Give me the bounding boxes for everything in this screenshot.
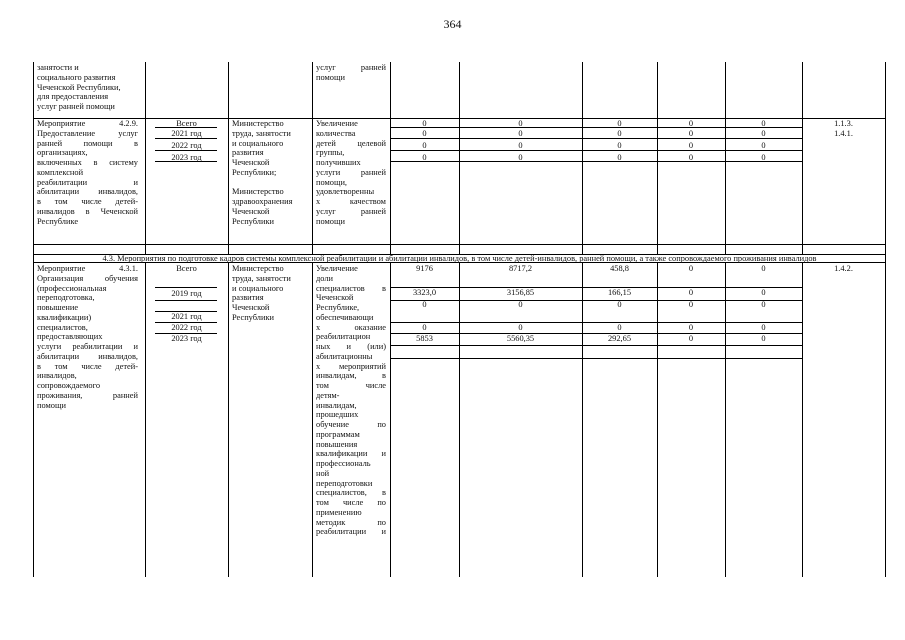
indicator-text: Увеличение [316, 264, 358, 273]
executor-text: здравоохранения [232, 197, 293, 206]
year-label: 2021 год [171, 312, 202, 321]
value-cell: 0 [688, 264, 694, 273]
value-cell: 0 [761, 119, 766, 128]
year-label: 2019 год [171, 289, 202, 298]
table-border-right [885, 62, 886, 577]
executor-text: Республики [232, 216, 275, 226]
indicator-text: группы, [316, 148, 345, 158]
executor-text: труда, занятости [232, 128, 291, 138]
indicator-text: детям- [316, 390, 340, 400]
value-cell: 0 [518, 323, 523, 332]
section-heading: 4.3. Мероприятия по подготовке кадров системы комплексной реабилитации и абилитации инвалидов, в том числе детей-инвалидов, ранней помощи, а также сопровождаемого проживания инвалидов [102, 254, 817, 263]
indicator-text: Чеченской [316, 293, 354, 303]
year-label: 2021 год [171, 129, 202, 138]
value-cell: 0 [518, 141, 523, 150]
indicator-text: услуг ранней [316, 206, 386, 216]
indicator-text: специалистов, в [316, 488, 386, 498]
column-line [228, 62, 229, 254]
year-label: 2022 год [171, 323, 202, 332]
indicator-text: х мероприятий [316, 361, 386, 371]
executor-text: Министерство [232, 187, 284, 197]
indicator-text: х оказание [316, 322, 386, 332]
indicator-text: повышения [316, 439, 358, 449]
measure-title: (профессиональная [37, 283, 107, 293]
indicator-text: программам [316, 429, 360, 439]
year-label: 2023 год [171, 153, 202, 162]
value-cell: 0 [761, 153, 766, 162]
value-cell: 0 [761, 288, 766, 297]
executor-text: Республики; [232, 167, 277, 177]
indicator-text: Республике, [316, 303, 360, 312]
measure-title: абилитации инвалидов, [37, 187, 138, 197]
value-cell: 3156,85 [506, 288, 535, 297]
measure-title: сопровождаемого [37, 381, 101, 390]
executor-text: Министерство [232, 119, 284, 128]
indicator-text: ной [316, 468, 330, 478]
value-cell: 0 [688, 141, 694, 150]
column-line [802, 262, 803, 577]
value-cell: 0 [688, 119, 694, 128]
indicator-text: реабилитации и [316, 527, 386, 537]
value-cell: 0 [518, 153, 523, 162]
indicator-text: ных и (или) [316, 342, 386, 351]
measure-title: услуги реабилитации и [37, 342, 138, 351]
column-line [228, 262, 229, 577]
indicator-text: помощи, [316, 177, 348, 187]
value-cell: 0 [422, 323, 427, 332]
executor-text: и социального [232, 138, 284, 148]
measure-title: инвалидов в Чеченской [37, 206, 138, 216]
value-cell: 0 [518, 300, 523, 309]
measure-title: Организация обучения [37, 273, 138, 283]
measure-title: предоставляющих [37, 332, 103, 342]
executor-text: Чеченской [232, 158, 270, 167]
indicator-text: инвалидам, в [316, 371, 386, 381]
value-cell: 0 [422, 153, 427, 162]
measure-title: квалификации) [37, 312, 92, 322]
value-cell: 0 [617, 153, 622, 162]
year-label: Всего [176, 264, 197, 273]
value-cell: 0 [422, 129, 427, 138]
value-cell: 166,15 [607, 288, 632, 297]
year-label: 2023 год [171, 334, 202, 343]
measure-title: Мероприятие 4.2.9. [37, 119, 138, 128]
indicator-text: специалистов в [316, 283, 386, 293]
indicator-text: том числе по [316, 498, 386, 507]
value-cell: 0 [688, 323, 694, 332]
executor-text: развития [232, 293, 264, 303]
measure-title: в том числе детей- [37, 361, 138, 371]
measure-title: включенных в систему [37, 158, 138, 167]
continuation-text: социального развития [37, 72, 116, 82]
year-label: 2022 год [171, 141, 202, 150]
column-line [312, 262, 313, 577]
row-line [390, 358, 803, 359]
reference-code: 1.4.1. [834, 129, 853, 138]
continuation-text: Чеченской Республики, [37, 82, 121, 92]
indicator-text: том числе [316, 381, 386, 390]
value-cell: 0 [422, 300, 427, 309]
measure-title: абилитации инвалидов, [37, 351, 138, 361]
indicator-text: абилитационны [316, 351, 373, 361]
indicator-text: переподготовки [316, 478, 373, 488]
indicator-text: обучение по [316, 420, 386, 429]
measure-title: реабилитации и [37, 177, 138, 187]
executor-text: Министерство [232, 264, 284, 273]
value-cell: 3323,0 [412, 288, 437, 297]
continuation-text: услуг ранней помощи [37, 102, 115, 111]
value-cell: 0 [518, 119, 523, 128]
indicator-text: детей целевой [316, 138, 386, 148]
indicator-text: реабилитацион [316, 332, 371, 342]
indicator-text: услуги ранней [316, 167, 386, 177]
value-cell: 0 [688, 288, 694, 297]
value-cell: 0 [688, 129, 694, 138]
measure-title: переподготовка, [37, 293, 95, 303]
measure-title: Предоставление услуг [37, 128, 138, 138]
value-cell: 0 [422, 141, 427, 150]
value-cell: 0 [617, 119, 622, 128]
value-cell: 8717,2 [508, 264, 533, 273]
page-number: 364 [443, 17, 462, 31]
column-line [802, 62, 803, 254]
value-cell: 0 [761, 300, 766, 309]
measure-title: повышение [37, 303, 79, 312]
indicator-text: инвалидам, [316, 400, 357, 410]
indicator-text: удовлетворенны [316, 187, 375, 197]
value-cell: 5853 [416, 334, 433, 343]
measure-title: организациях, [37, 148, 88, 158]
continuation-text: занятости и [37, 63, 79, 72]
value-cell: 5560,35 [506, 334, 535, 343]
value-cell: 292,65 [607, 334, 632, 343]
indicator-text: х качеством [316, 197, 386, 206]
value-cell: 0 [422, 119, 427, 128]
measure-title: инвалидов, [37, 371, 77, 381]
indicator-text: получивших [316, 158, 361, 167]
continuation-text: услуг ранней [316, 63, 386, 72]
value-cell: 0 [688, 153, 694, 162]
indicator-text: доли [316, 273, 333, 283]
measure-title: специалистов, [37, 322, 88, 332]
measure-title: Мероприятие 4.3.1. [37, 264, 138, 273]
indicator-text: методик по [316, 517, 386, 527]
executor-text: развития [232, 148, 264, 158]
indicator-text: применению [316, 507, 362, 517]
executor-text: Чеченской [232, 303, 270, 312]
year-line [155, 287, 217, 288]
value-cell: 0 [761, 264, 766, 273]
value-cell: 0 [761, 141, 766, 150]
continuation-text: помощи [316, 72, 345, 82]
executor-text: Чеченской [232, 206, 270, 216]
value-cell: 0 [617, 300, 622, 309]
column-line [312, 62, 313, 254]
indicator-text: квалификации и [316, 449, 386, 459]
table-border-left [33, 62, 34, 577]
reference-code: 1.4.2. [834, 264, 853, 273]
year-label: Всего [176, 119, 197, 128]
value-cell: 0 [761, 334, 766, 343]
measure-title: Республике [37, 216, 79, 226]
row-line [33, 244, 886, 245]
value-cell: 0 [617, 129, 622, 138]
indicator-text: прошедших [316, 410, 359, 420]
value-cell: 0 [761, 129, 766, 138]
measure-title: проживания, ранней [37, 390, 138, 400]
value-cell: 0 [617, 141, 622, 150]
value-cell: 458,8 [610, 264, 629, 273]
measure-title: комплексной [37, 167, 84, 177]
executor-text: и социального [232, 283, 284, 293]
value-cell: 0 [688, 300, 694, 309]
value-cell: 0 [688, 334, 694, 343]
indicator-text: помощи [316, 216, 345, 226]
continuation-text: для предоставления [37, 92, 109, 102]
measure-title: в том числе детей- [37, 197, 138, 206]
executor-text: труда, занятости [232, 273, 291, 283]
indicator-text: профессиональ [316, 459, 371, 468]
year-line [155, 300, 217, 301]
indicator-text: обеспечивающи [316, 312, 374, 322]
indicator-text: Увеличение [316, 119, 358, 128]
reference-code: 1.1.3. [834, 119, 853, 128]
value-cell: 9176 [416, 264, 433, 273]
measure-title: помощи [37, 400, 66, 410]
value-cell: 0 [761, 323, 766, 332]
executor-text: Республики [232, 312, 275, 322]
value-cell: 0 [518, 129, 523, 138]
value-line [390, 345, 802, 346]
measure-title: ранней помощи в [37, 138, 138, 148]
value-cell: 0 [617, 323, 622, 332]
column-line [145, 262, 146, 577]
indicator-text: количества [316, 128, 356, 138]
